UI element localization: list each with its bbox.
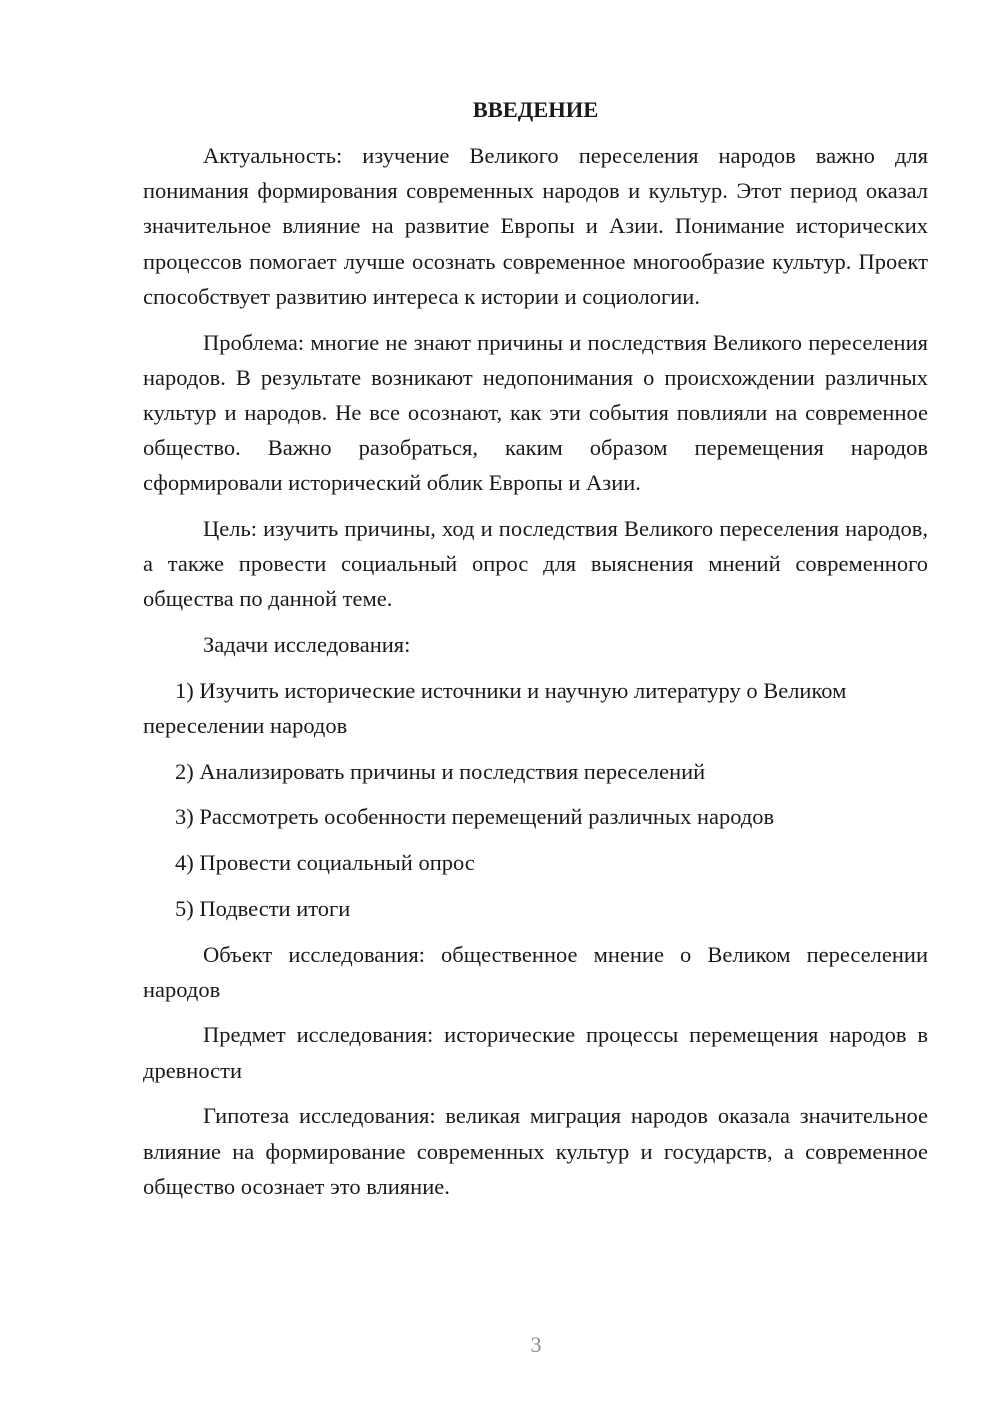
subject-paragraph: Предмет исследования: исторические процессы перемещения народов в древности — [143, 1022, 928, 1083]
document-body — [143, 92, 928, 1214]
tasks-label: Задачи исследования: — [203, 632, 411, 658]
object-paragraph: Объект исследования: общественное мнение о Великом переселении народов — [143, 941, 928, 1002]
relevance-paragraph: Актуальность: изучение Великого переселения народов важно для понимания формирования современных народов и культур. Этот период оказал значительное влияние на развитие Европы и Азии. Понимание исторических процессов помогает лучше осознать современное многообразие культур. Проект способствует развитию интереса к истории и социологии. — [143, 143, 928, 309]
goal-paragraph: Цель: изучить причины, ход и последствия Великого переселения народов, а также провести социальный опрос для выяснения мнений современного общества по данной теме. — [143, 516, 928, 612]
task-item-3: 3) Рассмотреть особенности перемещений различных народов — [175, 804, 775, 830]
task-item-2: 2) Анализировать причины и последствия переселений — [175, 758, 706, 784]
task-item-4: 4) Провести социальный опрос — [175, 850, 475, 876]
section-heading: ВВЕДЕНИЕ — [472, 97, 599, 122]
hypothesis-paragraph: Гипотеза исследования: великая миграция народов оказала значительное влияние на формирование современных культур и государств, а современное общество осознает это влияние. — [143, 1103, 928, 1199]
problem-paragraph: Проблема: многие не знают причины и последствия Великого переселения народов. В результате возникают недопонимания о происхождении различных культур и народов. Не все осознают, как эти события повлияли на современное общество. Важно разобраться, каким образом перемещения народов сформировали исторический облик Европы и Азии. — [143, 329, 928, 496]
task-item-5: 5) Подвести итоги — [175, 895, 351, 921]
page-number: 3 — [530, 1332, 542, 1357]
task-item-1: 1) Изучить исторические источники и научную литературу о Великом переселении народов — [143, 677, 847, 739]
